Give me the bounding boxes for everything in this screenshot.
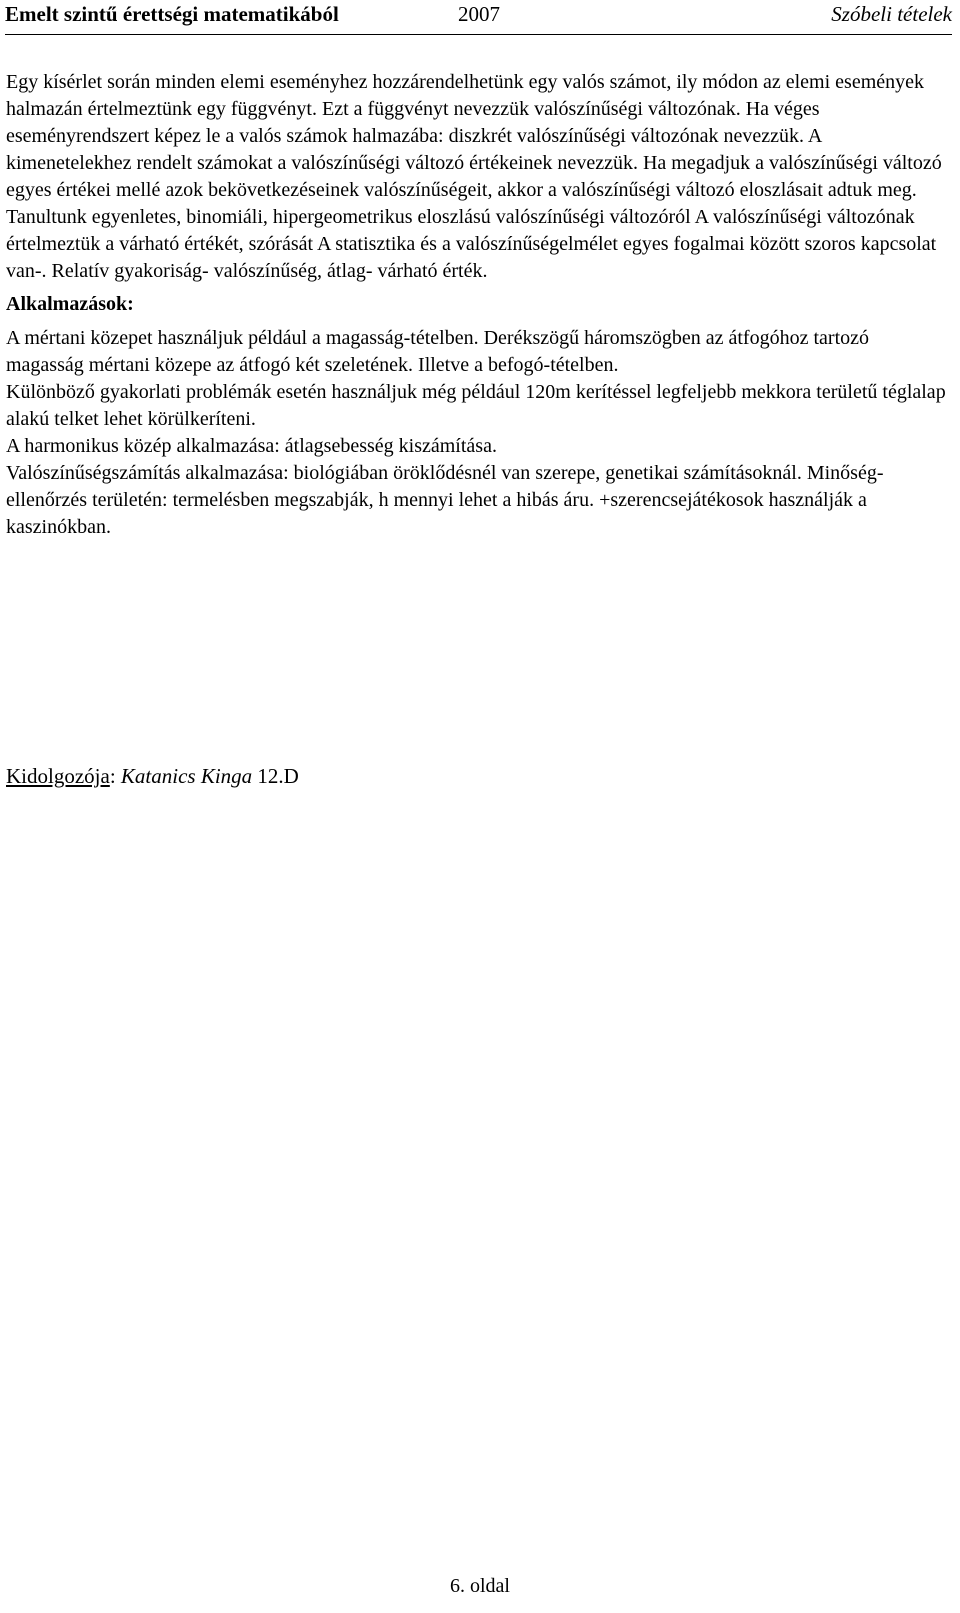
header-title: Emelt szintű érettségi matematikából — [5, 2, 339, 26]
application-paragraph: A mértani közepet használjuk például a magasság-tételben. Derékszögű háromszögben az átfogóhoz tartozó magasság mértani közepe az átfogó két szeletének. Illetve a befogó-tételben. — [6, 327, 869, 376]
body-paragraph: Egy kísérlet során minden elemi eseményhez hozzárendelhetünk egy valós számot, ily módon az elemi események halmazán értelmeztünk egy függvényt. Ezt a függvényt nevezzük valószínűségi változónak. Ha véges eseményrendszert képez le a valós számok halmazába: diszkrét valószínűségi változónak nevezzük. A kimenetelekhez rendelt számokat a valószínűségi változó értékeinek nevezzük. Ha megadjuk a valószínűségi változó egyes értékei mellé azok bekövetkezéseinek valószínűségeit, akkor a valószínűségi változó eloszlásait adtuk meg. Tanultunk egyenletes, binomiáli, hipergeometrikus eloszlású valószínűségi változóról A valószínűségi változónak értelmeztük a várható értékét, szórását A statisztika és a valószínűségelmélet egyes fogalmai között szoros kapcsolat van-. Relatív gyakoriság- valószínűség, átlag- várható érték. — [6, 71, 942, 282]
author-label: Kidolgozója — [6, 764, 110, 788]
page-number: 6. oldal — [450, 1575, 510, 1597]
applications-heading: Alkalmazások: — [6, 293, 134, 315]
author-name: Katanics Kinga — [120, 764, 253, 788]
header-subject: Szóbeli tételek — [831, 2, 952, 26]
document-body — [6, 69, 946, 541]
application-paragraph: A harmonikus közép alkalmazása: átlagsebesség kiszámítása. — [6, 435, 497, 457]
header-year: 2007 — [458, 2, 500, 26]
application-paragraph: Valószínűségszámítás alkalmazása: biológiában öröklődésnél van szerepe, genetikai számításoknál. Minőség-ellenőrzés területén: termelésben megszabják, h mennyi lehet a hibás áru. +szerencsejátékosok használják a kaszinókban. — [6, 462, 884, 538]
author-line — [6, 764, 299, 789]
author-separator: : — [109, 764, 116, 788]
application-paragraph: Különböző gyakorlati problémák esetén használjuk még például 120m kerítéssel legfeljebb mekkora területű téglalap alakú telket lehet körülkeríteni. — [6, 381, 946, 430]
author-class: 12.D — [257, 764, 299, 788]
page-header — [5, 0, 952, 35]
